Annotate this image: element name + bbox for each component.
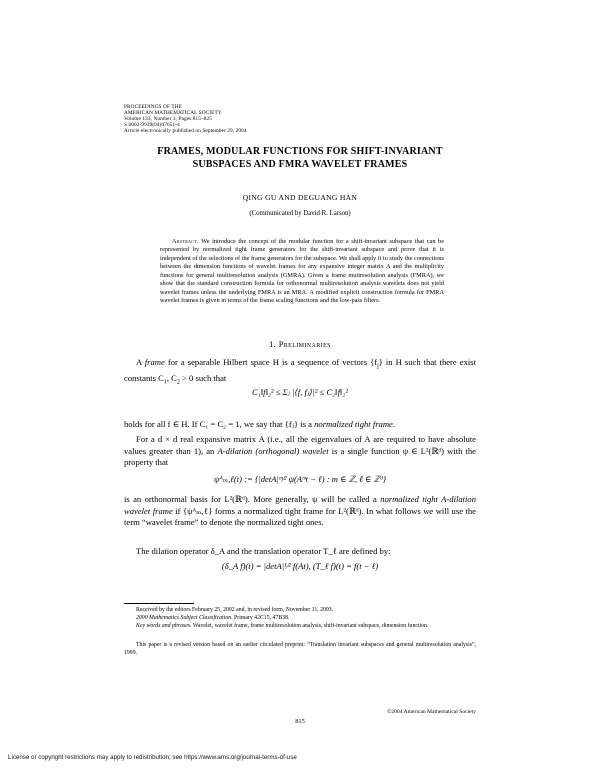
footnote-revised: This paper is a revised version based on an earlier circulated preprint: “Translation invariant subspaces and general multiresolution analysis”, 1999. [124, 642, 476, 656]
term-a-dilation-wavelet: A-dilation (orthogonal) wavelet [217, 445, 329, 456]
keywords-value: Wavelet, wavelet frame, frame multiresolution analysis, shift-invariant subspace, dimension function. [191, 623, 429, 629]
text-run: A [136, 357, 145, 367]
footnote-received: Received by the editors February 25, 2002 and, in revised form, November 11, 2003. [136, 607, 334, 613]
license-notice: License or copyright restrictions may apply to redistribution; see https://www.ams.org/journal-terms-of-use [8, 754, 297, 761]
paragraph-wavelet-frame [124, 494, 476, 529]
abstract [160, 238, 444, 306]
section-title: Preliminaries [278, 340, 331, 349]
footnote-keywords [124, 623, 476, 631]
journal-published: Article electronically published on September 29, 2004 [124, 128, 247, 135]
text-run: holds for all f ∈ H. If C₁ = C₂ = 1, we say that {fⱼ} is a [124, 419, 315, 429]
paper-title-line2: SUBSPACES AND FMRA WAVELET FRAMES [192, 159, 408, 170]
paper-title-line1: FRAMES, MODULAR FUNCTIONS FOR SHIFT-INVARIANT [157, 146, 443, 157]
paragraph-normalized-tight-frame [124, 419, 476, 431]
equation-frame-bounds: C₁‖f‖₂² ≤ Σⱼ |⟨f, fⱼ⟩|² ≤ C₂‖f‖₂² [252, 387, 348, 397]
section-number: 1. [269, 340, 277, 349]
section-heading [120, 340, 480, 349]
communicated-by: (Communicated by David R. Larson) [249, 210, 351, 217]
journal-name-line1: PROCEEDINGS OF THE [124, 104, 182, 110]
text-run: for a separable Hilbert space H is a sequence of vectors {f [164, 357, 378, 367]
paper-title [120, 145, 480, 171]
journal-name-line2: AMERICAN MATHEMATICAL SOCIETY [124, 110, 222, 117]
paragraph-operators: The dilation operator δ_A and the translation operator T_ℓ are defined by: [136, 546, 391, 556]
term-normalized-tight-frame: normalized tight frame [314, 419, 393, 429]
keywords-label: Key words and phrases. [136, 623, 192, 629]
text-run: For a d × d real expansive matrix A (i.e., all the eigenvalues of A are required to have absolute values greater than 1), an [124, 434, 476, 456]
text-run: if {ψᴬₘ,ℓ} forms a normalized tight frame for L²(ℝᵈ). In what follows we will use the term “wavelet frame” to denote the normalized tight ones. [124, 505, 476, 527]
journal-volume: Volume 133, Number 3, Pages 815–825 [124, 116, 212, 123]
term-frame: frame [144, 357, 165, 367]
abstract-label: Abstract. [172, 238, 199, 245]
text-run: is a single function ψ ∈ L²(ℝᵈ) with the property that [124, 445, 476, 467]
msc-label: 2000 Mathematics Subject Classification. [136, 615, 233, 621]
text-run: is an orthonormal basis for L²(ℝᵈ). More generally, ψ will be called a [124, 494, 381, 504]
footnote-msc [124, 615, 476, 623]
journal-header [124, 104, 247, 134]
equation-wavelet-system: ψᴬₘ,ℓ(t) := {|detA|ᵐ⁄² ψ(Aᵐt − ℓ) : m ∈ ℤ, ℓ ∈ ℤᵈ} [213, 474, 387, 484]
msc-value: Primary 42C15, 47B38. [232, 615, 290, 621]
authors: QING GU AND DEGUANG HAN [242, 193, 358, 202]
text-run: > 0 such that [179, 373, 227, 384]
abstract-text: We introduce the concept of the modular function for a shift-invariant subspace that can be represented by normalized tight frame generators for the shift-invariant subspace and prove that it is independent of the selections of the frame generators for the subspace. We shall apply it to study the connections between the dimension functions of wavelet frames for any expansive integer matrix A and the multiplicity functions for general multiresolution analysis (GMRA). Given a frame mutiresolution analysis (FMRA), we show that the standard construction formula for orthonormal multiresolution analysis wavelets does not yield wavelet frames unless the underlying FMRA is an MRA. A modified explicit construction formula for FMRA wavelet frames is given in terms of the frame scaling functions and the low-pass filters. [160, 238, 444, 305]
equation-operators: (δ_A f)(t) = |detA|¹⁄² f(At), (T_ℓ f)(t) = f(t − ℓ) [221, 561, 379, 571]
journal-doi: S 0002-9939(04)07651-4 [124, 122, 180, 129]
term-normalized-tight-wavelet-frame: normalized tight A-dilation wavelet frame [124, 494, 477, 516]
copyright-notice: ©2004 American Mathematical Society [387, 709, 476, 715]
paragraph-wavelet-definition [124, 434, 476, 469]
text-run: } in H such that there exist constants C [124, 357, 476, 384]
text-run: . [392, 419, 396, 429]
footnote-rule [124, 603, 194, 604]
page-number: 815 [295, 718, 305, 725]
paragraph-frame-definition: A frame for a separable Hilbert space H is a sequence of vectors $\{f_j\}$ in H such that there exist constants $C_1$, $C_2 > 0$ such that [124, 357, 476, 386]
